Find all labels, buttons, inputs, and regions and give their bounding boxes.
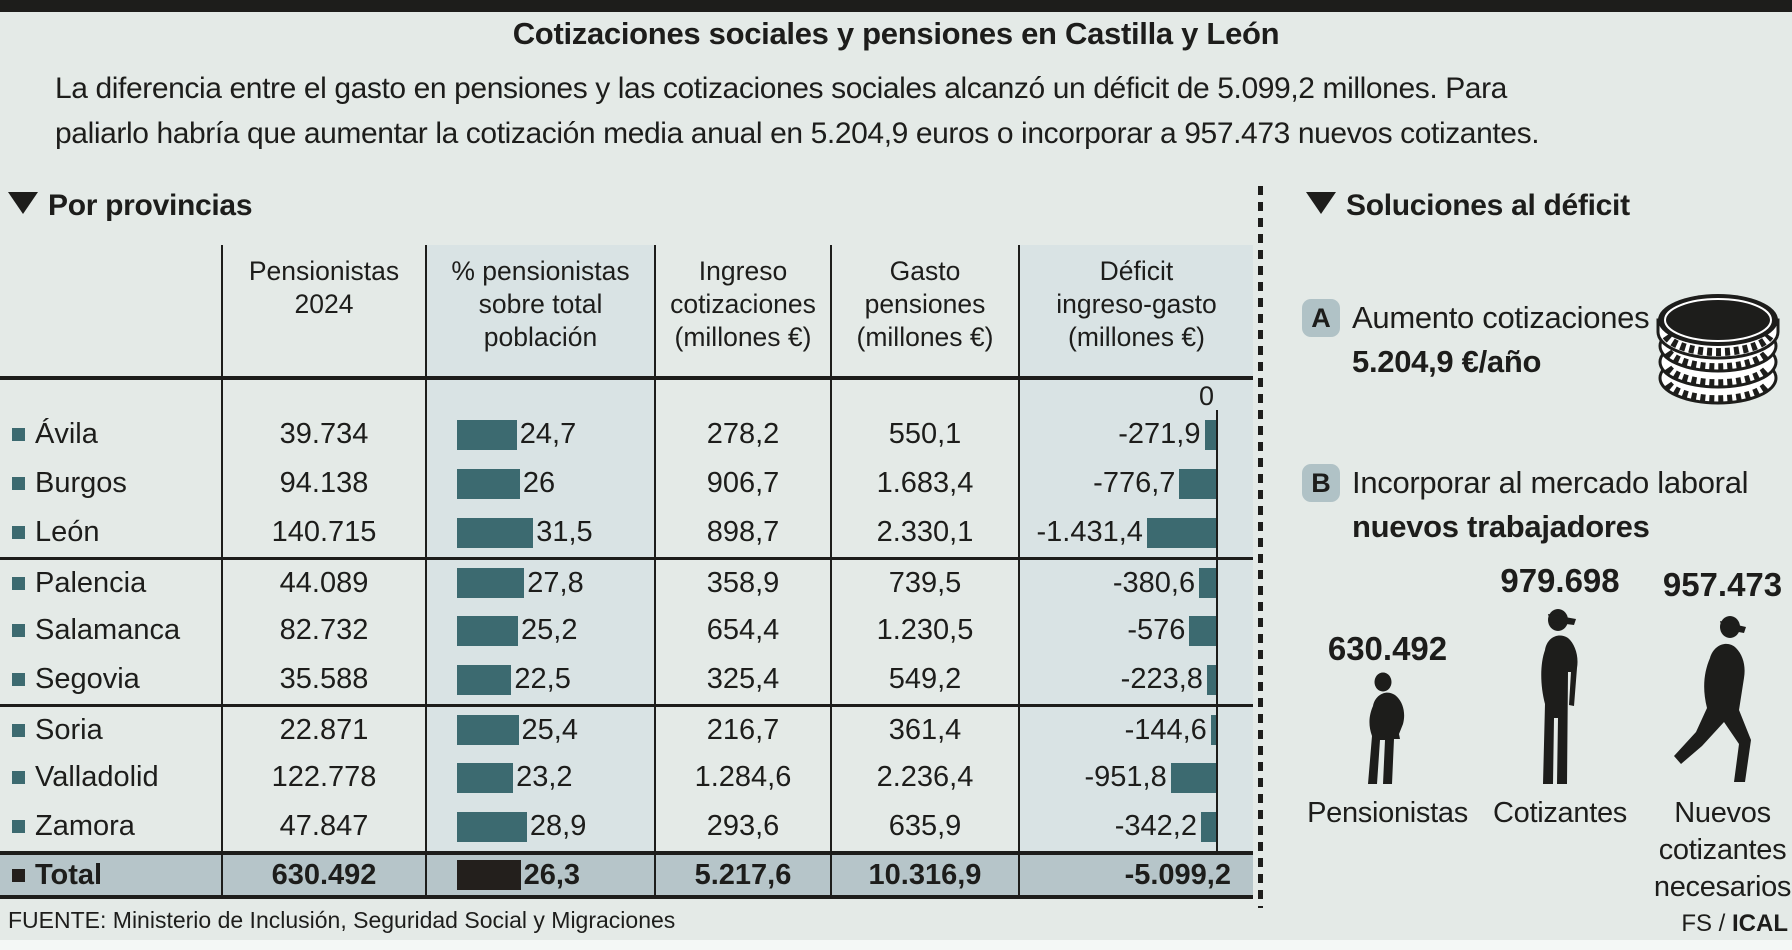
pct-value: 28,9 — [529, 810, 587, 842]
deficit-bar — [1147, 518, 1218, 548]
province-name: Salamanca — [35, 614, 181, 646]
pct-value: 23,2 — [516, 761, 573, 793]
pensionistas-cell: 630.492 — [221, 855, 425, 895]
spacer-cell — [830, 380, 1018, 410]
deficit-value: -342,2 — [1114, 810, 1197, 842]
table-row — [0, 557, 1253, 606]
pct-cell — [425, 560, 654, 606]
table-row — [0, 606, 1253, 655]
square-bullet-icon — [12, 577, 25, 590]
province-cell — [0, 753, 221, 802]
nuevos-cotizantes-value: 957.473 — [1662, 566, 1783, 603]
square-bullet-icon — [12, 724, 25, 737]
deficit-value: -1.431,4 — [1036, 516, 1143, 548]
province-cell — [0, 560, 221, 606]
pensionistas-cell: 82.732 — [221, 606, 425, 655]
ingreso-cell: 216,7 — [654, 707, 830, 753]
deficit-bar — [1171, 763, 1218, 793]
deficit-value: -576 — [1127, 614, 1186, 646]
square-bullet-icon — [12, 869, 25, 882]
ingreso-cell: 906,7 — [654, 459, 830, 508]
table-row — [0, 802, 1253, 851]
triangle-down-icon — [8, 192, 38, 214]
provinces-table — [0, 245, 1253, 899]
pensionistas-cell: 140.715 — [221, 508, 425, 557]
pensionistas-value: 630.492 — [1327, 630, 1448, 667]
pct-bar — [457, 568, 524, 598]
gasto-cell: 10.316,9 — [830, 855, 1018, 895]
province-name: Valladolid — [35, 761, 159, 793]
top-black-bar — [0, 0, 1792, 12]
square-bullet-icon — [12, 771, 25, 784]
ingreso-cell: 1.284,6 — [654, 753, 830, 802]
deficit-cell — [1018, 855, 1253, 895]
solution-a-badge: A — [1302, 299, 1340, 337]
gasto-cell: 1.230,5 — [830, 606, 1018, 655]
spacer-cell — [0, 380, 221, 410]
table-spacer-row — [0, 380, 1253, 410]
spacer-cell — [221, 380, 425, 410]
ingreso-cell: 325,4 — [654, 655, 830, 704]
ingreso-cell: 5.217,6 — [654, 855, 830, 895]
pct-bar — [457, 812, 527, 842]
source-text: FUENTE: Ministerio de Inclusión, Seguridad Social y Migraciones — [8, 907, 676, 933]
pct-cell — [425, 855, 654, 895]
province-name: Burgos — [35, 467, 127, 499]
province-name: León — [35, 516, 100, 548]
pct-value: 26 — [522, 467, 556, 499]
pensionista-person-icon — [1360, 668, 1410, 788]
square-bullet-icon — [12, 428, 25, 441]
nuevos-cotizantes-label: Nuevos cotizantes necesarios — [1653, 797, 1792, 903]
pensionistas-cell: 22.871 — [221, 707, 425, 753]
pct-cell — [425, 707, 654, 753]
column-header: % pensionistas sobre total población — [425, 245, 654, 376]
ingreso-cell: 293,6 — [654, 802, 830, 851]
square-bullet-icon — [12, 526, 25, 539]
coin-stack-icon — [1643, 282, 1792, 410]
gasto-cell: 2.236,4 — [830, 753, 1018, 802]
gasto-cell: 361,4 — [830, 707, 1018, 753]
credit-text — [1681, 910, 1788, 938]
pensionistas-cell: 44.089 — [221, 560, 425, 606]
solution-b-text-bold: nuevos trabajadores — [1352, 509, 1650, 544]
cotizantes-value: 979.698 — [1500, 562, 1620, 599]
column-header — [0, 245, 221, 376]
page-title: Cotizaciones sociales y pensiones en Castilla y León — [512, 16, 1280, 51]
pensionistas-cell: 35.588 — [221, 655, 425, 704]
gasto-cell: 1.683,4 — [830, 459, 1018, 508]
province-cell — [0, 410, 221, 459]
triangle-down-icon — [1306, 192, 1336, 214]
deficit-bar — [1179, 469, 1218, 499]
gasto-cell: 635,9 — [830, 802, 1018, 851]
credit-agency: ICAL — [1732, 910, 1788, 937]
pct-bar — [457, 763, 513, 793]
pct-value: 25,4 — [521, 713, 578, 746]
spacer-cell — [1018, 380, 1253, 410]
solution-a-amount: 5.204,9 €/año — [1352, 344, 1542, 379]
solution-a-text: Aumento cotizaciones — [1352, 300, 1650, 335]
deficit-value: -223,8 — [1120, 663, 1203, 695]
pct-value: 26,3 — [523, 858, 581, 891]
column-header: Gasto pensiones (millones €) — [830, 245, 1018, 376]
ingreso-cell: 654,4 — [654, 606, 830, 655]
pct-cell — [425, 459, 654, 508]
deficit-value: -380,6 — [1112, 566, 1196, 599]
dashed-divider — [1258, 186, 1263, 908]
spacer-cell — [425, 380, 654, 410]
pct-value: 24,7 — [519, 418, 577, 450]
table-row — [0, 410, 1253, 459]
solutions-section-header — [1306, 189, 1630, 223]
gasto-cell: 549,2 — [830, 655, 1018, 704]
table-row — [0, 704, 1253, 753]
subtitle-line-1: La diferencia entre el gasto en pensiones y las cotizaciones sociales alcanzó un déficit de 5.099,2 millones. Para — [55, 72, 1507, 105]
province-cell — [0, 508, 221, 557]
column-header: Pensionistas 2024 — [221, 245, 425, 376]
pct-cell — [425, 655, 654, 704]
pct-bar — [457, 420, 517, 450]
spacer-cell — [654, 380, 830, 410]
pct-value: 25,2 — [521, 614, 578, 646]
province-name: Total — [35, 858, 103, 891]
solutions-section-title: Soluciones al déficit — [1346, 189, 1630, 222]
pct-cell — [425, 606, 654, 655]
province-cell — [0, 802, 221, 851]
province-cell — [0, 855, 221, 895]
table-total-row — [0, 851, 1253, 899]
pct-cell — [425, 410, 654, 459]
gasto-cell: 739,5 — [830, 560, 1018, 606]
table-row — [0, 655, 1253, 704]
pensionistas-label: Pensionistas — [1307, 797, 1468, 829]
bottom-light-strip — [0, 940, 1792, 950]
solution-b-badge: B — [1302, 464, 1340, 502]
table-header-row — [0, 245, 1253, 380]
square-bullet-icon — [12, 820, 25, 833]
subtitle-line-2: paliarlo habría que aumentar la cotización media anual en 5.204,9 euros o incorporar a 957.473 nuevos cotizantes. — [55, 117, 1540, 150]
provinces-section-title: Por provincias — [48, 189, 253, 222]
pct-bar — [457, 860, 521, 890]
pensionistas-cell: 94.138 — [221, 459, 425, 508]
gasto-cell: 550,1 — [830, 410, 1018, 459]
deficit-value: -776,7 — [1093, 467, 1176, 499]
province-cell — [0, 655, 221, 704]
deficit-value: -951,8 — [1084, 761, 1167, 793]
pensionistas-cell: 47.847 — [221, 802, 425, 851]
province-name: Soria — [35, 713, 103, 746]
provinces-section-header — [8, 189, 252, 223]
square-bullet-icon — [12, 673, 25, 686]
province-name: Segovia — [35, 663, 140, 695]
pct-bar — [457, 469, 520, 499]
deficit-value: -5.099,2 — [1124, 858, 1231, 891]
deficit-zero-axis — [1216, 410, 1218, 851]
table-row — [0, 753, 1253, 802]
pct-cell — [425, 802, 654, 851]
square-bullet-icon — [12, 624, 25, 637]
column-header: Déficit ingreso-gasto (millones €) — [1018, 245, 1253, 376]
province-name: Ávila — [35, 418, 98, 450]
column-header: Ingreso cotizaciones (millones €) — [654, 245, 830, 376]
ingreso-cell: 898,7 — [654, 508, 830, 557]
province-cell — [0, 707, 221, 753]
gasto-cell: 2.330,1 — [830, 508, 1018, 557]
solution-b-text: Incorporar al mercado laboral — [1352, 465, 1749, 500]
table-body — [0, 380, 1253, 899]
province-cell — [0, 459, 221, 508]
deficit-value: -144,6 — [1124, 713, 1207, 746]
ingreso-cell: 278,2 — [654, 410, 830, 459]
deficit-value: -271,9 — [1118, 418, 1201, 450]
pct-cell — [425, 508, 654, 557]
pct-value: 31,5 — [536, 516, 593, 548]
ingreso-cell: 358,9 — [654, 560, 830, 606]
pct-bar — [457, 616, 518, 646]
province-name: Zamora — [35, 810, 135, 842]
credit-prefix: FS / — [1681, 910, 1732, 937]
pensionistas-cell: 39.734 — [221, 410, 425, 459]
pct-bar — [457, 715, 519, 745]
nuevo-cotizante-person-icon — [1666, 612, 1766, 788]
province-name: Palencia — [35, 566, 147, 599]
pct-value: 22,5 — [514, 663, 571, 695]
pct-value: 27,8 — [527, 566, 584, 599]
province-cell — [0, 606, 221, 655]
cotizante-person-icon — [1530, 606, 1586, 788]
deficit-zero-label: 0 — [1198, 381, 1214, 411]
pct-bar — [457, 518, 533, 548]
pct-bar — [457, 665, 511, 695]
pct-cell — [425, 753, 654, 802]
deficit-bar — [1189, 616, 1218, 646]
cotizantes-label: Cotizantes — [1492, 797, 1627, 829]
table-row — [0, 508, 1253, 557]
square-bullet-icon — [12, 477, 25, 490]
pensionistas-cell: 122.778 — [221, 753, 425, 802]
table-row — [0, 459, 1253, 508]
